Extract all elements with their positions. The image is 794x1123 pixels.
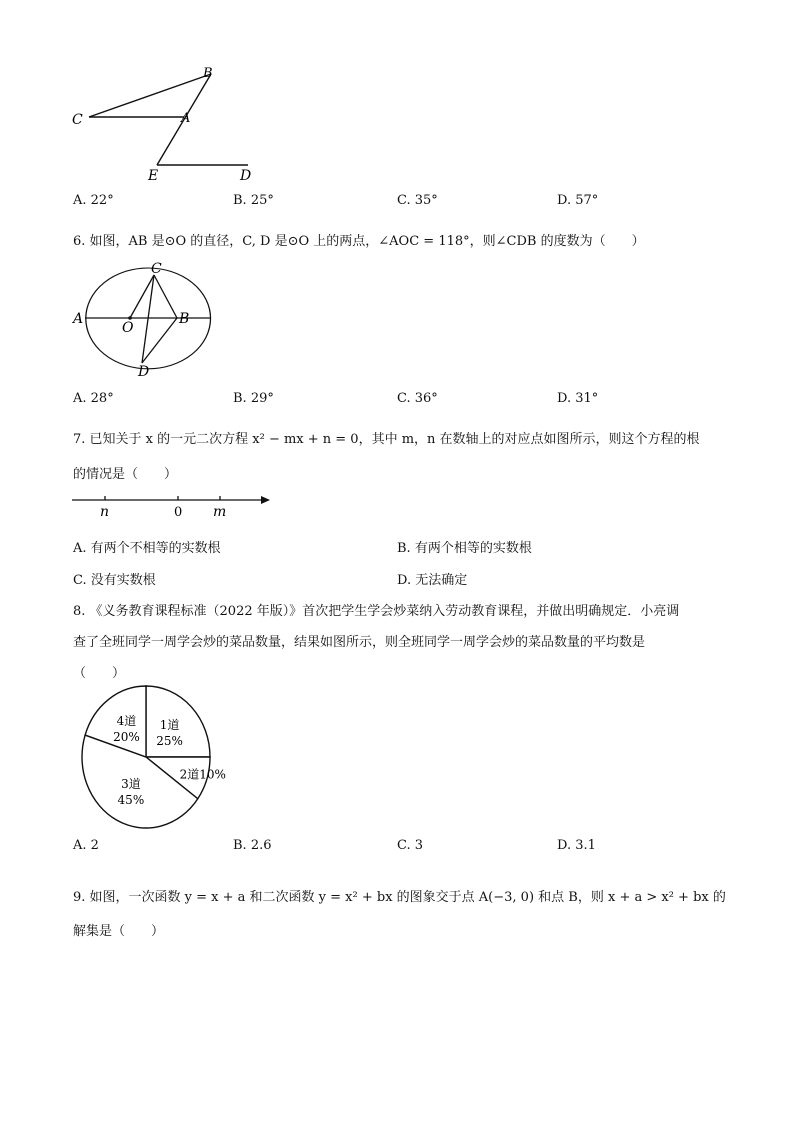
q8-line1: 8. 《义务教育课程标准（2022 年版）》首次把学生学会炒菜纳入劳动教育课程，并做出明确规定．小亮调 bbox=[73, 604, 680, 619]
tick-0: 0 bbox=[174, 505, 183, 520]
q8-option-a: A. 2 bbox=[73, 838, 99, 853]
label-A: A bbox=[181, 111, 191, 126]
segment-CB2 bbox=[154, 275, 177, 318]
tick-n: n bbox=[100, 504, 110, 520]
pie-label-1: 1道 bbox=[159, 717, 180, 732]
q7-line2: 的情况是（ ） bbox=[73, 467, 178, 482]
q5-option-d: D. 57° bbox=[557, 193, 599, 208]
q6-option-d: D. 31° bbox=[557, 391, 599, 406]
q8-line3: （ ） bbox=[73, 666, 126, 681]
label-B: B bbox=[179, 311, 190, 327]
label-A: A bbox=[73, 311, 84, 327]
segment-CB bbox=[89, 74, 211, 117]
q8-option-b: B. 2.6 bbox=[233, 838, 272, 853]
q7-option-d: D. 无法确定 bbox=[397, 573, 468, 588]
q6-option-b: B. 29° bbox=[233, 391, 274, 406]
q7-option-a: A. 有两个不相等的实数根 bbox=[73, 541, 221, 556]
arrow-head-icon bbox=[261, 496, 270, 504]
q8-option-d: D. 3.1 bbox=[557, 838, 596, 853]
tick-m: m bbox=[213, 504, 227, 520]
label-C: C bbox=[72, 112, 83, 128]
pie-label-4: 4道 bbox=[116, 714, 137, 729]
q7-option-b: B. 有两个相等的实数根 bbox=[397, 541, 532, 556]
label-B: B bbox=[203, 66, 213, 81]
pie-pct-3: 45% bbox=[117, 792, 145, 807]
q6-figure bbox=[65, 256, 205, 381]
q8-line2: 查了全班同学一周学会炒的菜品数量，结果如图所示，则全班同学一周学会炒的菜品数量的平均数是 bbox=[73, 635, 646, 650]
pie-pct-4: 20% bbox=[113, 730, 140, 745]
label-E: E bbox=[148, 168, 159, 184]
q6-text: 6. 如图，AB 是⊙O 的直径，C, D 是⊙O 上的两点，∠AOC = 118°，则∠CDB 的度数为（ ） bbox=[73, 234, 645, 249]
q5-option-a: A. 22° bbox=[73, 193, 114, 208]
pie-label-3: 3道 bbox=[121, 776, 141, 791]
pie-label-2: 2道10% bbox=[179, 767, 226, 782]
pie-pct-1: 25% bbox=[156, 733, 183, 748]
q9-line1: 9. 如图，一次函数 y = x + a 和二次函数 y = x² + bx 的图象交于点 A(−3, 0) 和点 B，则 x + a > x² + bx 的 bbox=[73, 890, 726, 905]
q6-option-c: C. 36° bbox=[397, 391, 438, 406]
q7-line1: 7. 已知关于 x 的一元二次方程 x² − mx + n = 0，其中 m，n 在数轴上的对应点如图所示，则这个方程的根 bbox=[73, 432, 700, 447]
q5-option-b: B. 25° bbox=[233, 193, 274, 208]
q9-line2: 解集是（ ） bbox=[73, 924, 165, 939]
number-line bbox=[68, 490, 278, 522]
label-D: D bbox=[138, 364, 150, 380]
label-O: O bbox=[122, 320, 134, 336]
label-D: D bbox=[240, 168, 252, 184]
q7-option-c: C. 没有实数根 bbox=[73, 573, 156, 588]
q5-figure bbox=[60, 60, 280, 185]
label-C: C bbox=[151, 261, 162, 277]
segment-OC bbox=[130, 275, 154, 318]
q6-option-a: A. 28° bbox=[73, 391, 114, 406]
q8-option-c: C. 3 bbox=[397, 838, 424, 853]
q5-option-c: C. 35° bbox=[397, 193, 438, 208]
pie-chart bbox=[76, 684, 226, 828]
